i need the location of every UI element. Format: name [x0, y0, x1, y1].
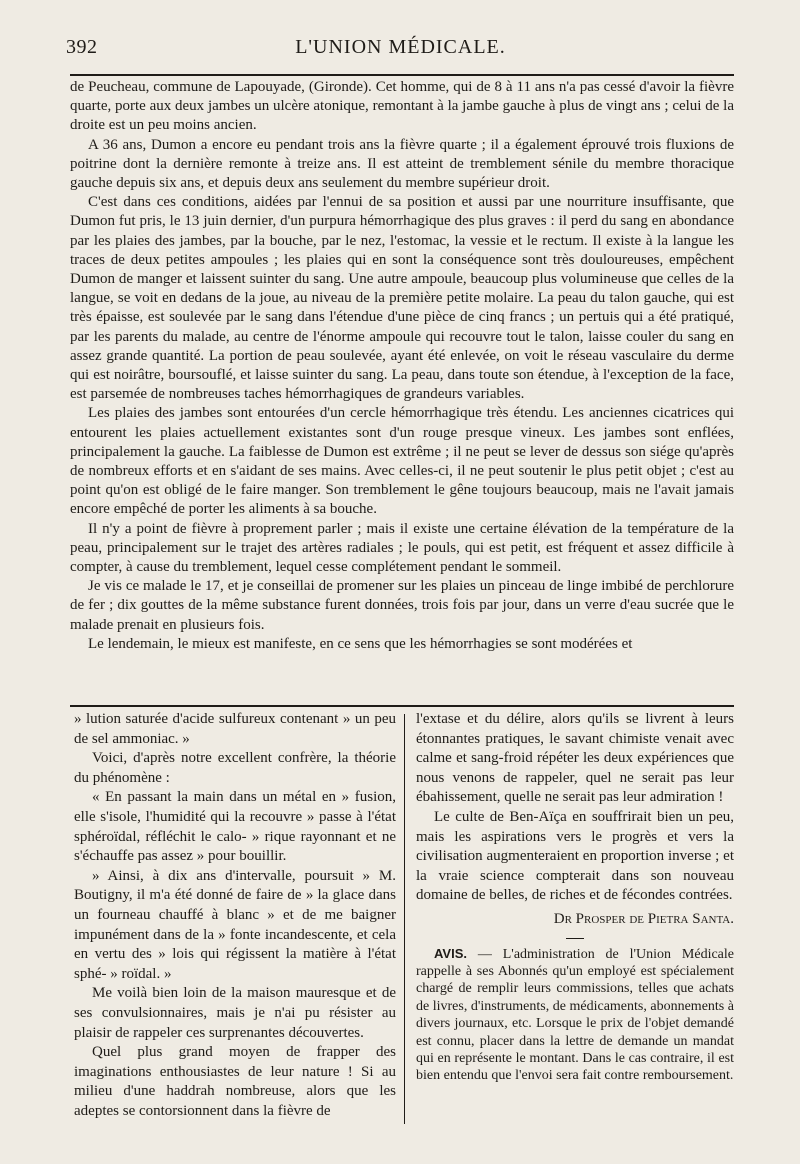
article-paragraph: Je vis ce malade le 17, et je conseillai de promener sur les plaies un pinceau de linge imbibé de perchlorure de fer ; dix gouttes de la même substance furent données, trois fois par jour, dans un verre d'eau sucrée que le malade prenait en plusieurs fois. — [70, 578, 734, 633]
journal-title: L'UNION MÉDICALE. — [295, 36, 506, 58]
column-divider — [404, 714, 405, 1124]
section-separator — [566, 938, 584, 939]
feuilleton-paragraph: Quel plus grand moyen de frapper des imaginations enthousiastes de leur nature ! Si au milieu d'une haddrah nombreuse, alors que les adeptes se contorsionnent dans la fièvre de — [74, 1044, 396, 1119]
notice-label: AVIS. — [434, 945, 467, 961]
header-rule — [70, 74, 734, 76]
feuilleton-paragraph: » lution saturée d'acide sulfureux contenant » un peu de sel ammoniac. » — [74, 711, 396, 747]
notice-text: — L'administration de l'Union Médicale rappelle à ses Abonnés qu'un employé est spécialement chargé de remplir leurs commissions, telles que achats de livres, d'instruments, de médicaments, abonnements à divers journaux, etc. Lorsque le prix de l'objet demandé est connu, placer dans la lettre de demande un mandat qui en représente le montant. Dans le cas contraire, il est bien entendu que l'envoi sera fait contre remboursement. — [416, 946, 734, 1084]
article-paragraph: Les plaies des jambes sont entourées d'un cercle hémorrhagique très étendu. Les anciennes cicatrices qui entourent les plaies actuellement existantes sont d'un rouge presque vineux. Les jambes sont enflées, principalement la gauche. La faiblesse de Dumon est extrême ; il ne peut se lever de dessus son siége qu'après de nombreux efforts et en s'aidant de ses mains. Avec celles-ci, il ne peut soutenir le plus petit objet ; c'est au point qu'on est obligé de le faire manger. Son tremblement le gêne toujours beaucoup, mais ne l'avait jamais encore empêché de porter les aliments à sa bouche. — [70, 405, 734, 518]
article-paragraph: C'est dans ces conditions, aidées par l'ennui de sa position et aussi par une nourriture insuffisante, que Dumon fut pris, le 13 juin dernier, d'un purpura hémorrhagique des plus graves : il perd du sang en abondance par les plaies des jambes, par la bouche, par le nez, l'estomac, la vessie et le rectum. Il existe à la langue les traces de deux petites ampoules ; les plaies qui en sont la conséquence sont très douloureuses, empêchent Dumon de manger et laissent suinter du sang. Une autre ampoule, beaucoup plus volumineuse que celles de la langue, se voit en dedans de la joue, au niveau de la première petite molaire. La peau du talon gauche, qui est très épaisse, est soulevée par le sang dans l'étendue d'une pièce de cinq francs ; un pertuis qui a été pratiqué, par les parents du malade, au centre de l'énorme ampoule qui recouvre tout le talon, laisse couler du sang en assez grande quantité. La portion de peau soulevée, ayant été enlevée, on voit le réseau vasculaire du derme qui est noirâtre, boursouflé, et laisse suinter du sang. La peau, dans toute son étendue, à l'exception de la face, est parsemée de nombreuses taches hémorrhagiques de grandeurs variables. — [70, 194, 734, 403]
main-article — [70, 78, 734, 654]
article-paragraph: Le lendemain, le mieux est manifeste, en ce sens que les hémorrhagies se sont modérées et — [88, 635, 633, 652]
article-paragraph: de Peucheau, commune de Lapouyade, (Gironde). Cet homme, qui de 8 à 11 ans n'a pas cessé d'avoir la fièvre quarte, porte aux deux jambes un ulcère atonique, remontant à la jambe gauche à plus de vingt ans ; celui de la droite est un peu moins ancien. — [70, 79, 734, 134]
feuilleton-paragraph: Voici, d'après notre excellent confrère, la théorie du phénomène : — [74, 750, 396, 786]
feuilleton-quote: « En passant la main dans un métal en » fusion, elle s'isole, l'humidité qui la recouvre » passe à l'état sphéroïdal, réfléchit le calo- » rique rayonnant et ne s'échauffe pas assez » pour bouillir. — [74, 789, 396, 865]
page-header — [66, 36, 735, 66]
author-signature: Dr Prosper de Pietra Santa. — [553, 910, 734, 927]
page-number: 392 — [66, 36, 98, 58]
feuilleton-quote: » Ainsi, à dix ans d'intervalle, poursuit » M. Boutigny, il m'a été donné de faire de » la glace dans un fourneau chauffé à blanc » et de me baigner impunément dans de la » fonte incandescente, et cela en vertu des » lois qui régissent la matière à l'état sphé- » roïdal. » — [74, 867, 396, 982]
feuilleton-paragraph: l'extase et du délire, alors qu'ils se livrent à leurs étonnantes pratiques, le savant chimiste venait avec calme et sang-froid répéter les deux expériences que nous venons de rappeler, quel ne serait pas leur ébahissement, quelle ne serait pas leur admiration ! — [416, 711, 734, 806]
feuilleton-paragraph: Le culte de Ben-Aïça en souffrirait bien un peu, mais les aspirations vers le progrès et vers la civilisation augmenteraient en proportion inverse ; et la vraie science compterait dans son nouveau domaine de belles, de riches et de fécondes contrées. — [416, 808, 734, 904]
article-paragraph: A 36 ans, Dumon a encore eu pendant trois ans la fièvre quarte ; il a également éprouvé trois fluxions de poitrine dont la dernière remonte à treize ans. Il est atteint de tremblement sénile du membre thoracique gauche depuis six ans, et depuis deux ans seulement du membre supérieur droit. — [70, 136, 734, 192]
feuilleton-left-column — [74, 710, 396, 1121]
article-paragraph: Il n'y a point de fièvre à proprement parler ; mais il existe une certaine élévation de la température de la peau, principalement sur le trajet des artères radiales ; le pouls, qui est petit, est fréquent et assez difficile à compter, à cause du tremblement, lequel cesse complétement pendant le sommeil. — [70, 520, 734, 576]
feuilleton-right-column — [416, 710, 734, 1085]
notice-paragraph — [416, 945, 734, 1085]
feuilleton-rule — [70, 705, 734, 707]
feuilleton-paragraph: Me voilà bien loin de la maison mauresque et de ses convulsionnaires, mais je n'ai pu résister au plaisir de rappeler ces surprenantes découvertes. — [74, 985, 396, 1041]
